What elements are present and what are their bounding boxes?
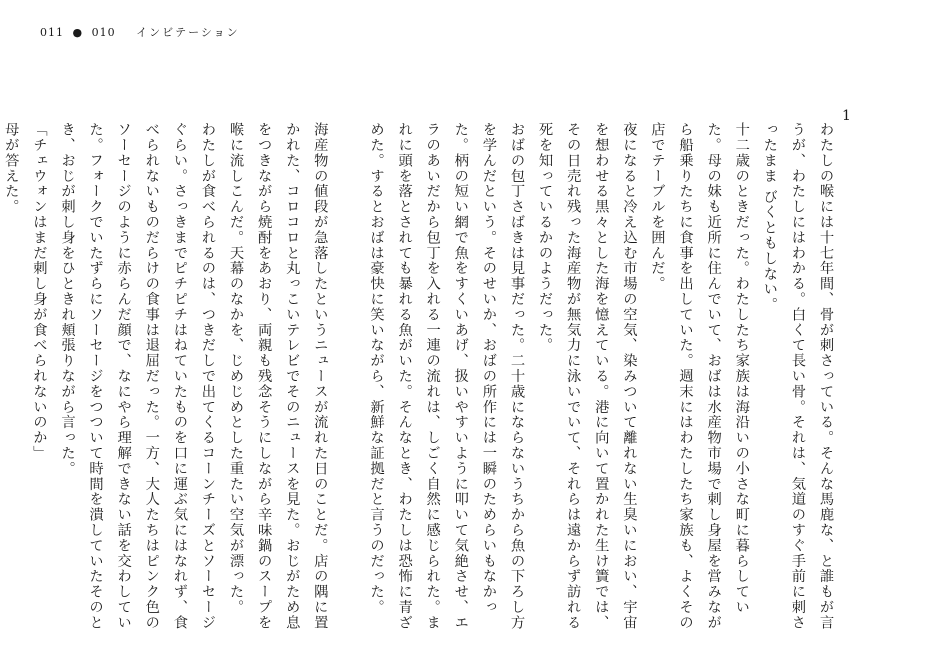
paragraph-4: おばの包丁さばきは見事だった。二十歳にならないうちから魚の下ろし方を学んだという。そのせいか、おばの所作には一瞬のためらいもなかった。柄の短い網で魚をすくいあげ、扱いやすいように叩いて気絶させ、エラのあいだから包丁を入れる一連の流れは、しごく自然に感じられた。まれに頭を落とされても暴れる魚がいた。そんなとき、わたしは恐怖に青ざめた。するとおばは豪快に笑いながら、新鮮な証拠だと言うのだった。 xyxy=(368,122,525,631)
page-number-right: 010 xyxy=(91,26,116,39)
paragraph-5: 海産物の値段が急落したというニュースが流れた日のことだ。店の隅に置かれた、コロコロと丸っこいテレビでそのニュースを見た。おじがため息をつきながら焼酎をあおり、両親も残念そうにしながら辛味鍋のスープを喉に流しこんだ。天幕のなかを、じめじめとした重たい空気が漂った。 xyxy=(228,122,329,631)
page-number-left: 011 xyxy=(40,26,64,39)
paragraph-2: 十二歳のときだった。わたしたち家族は海沿いの小さな町に暮らしていた。母の妹も近所に住んでいて、おばは水産物市場で刺し身屋を営みながら船乗りたちに食事を出していた。週末にはわたしたち家族も、よくその店でテーブルを囲んだ。 xyxy=(649,122,750,631)
running-header xyxy=(40,24,240,40)
chapter-number: 1 xyxy=(842,108,851,124)
vertical-body-text xyxy=(3,122,840,632)
paragraph-7: 「チェウォンはまだ刺し身が食べられないのか」 xyxy=(31,122,48,461)
paragraph-1: わたしの喉には十七年間、骨が刺さっている。そんな馬鹿な、と誰もが言うが、わたしにはわかる。白くて長い骨。それは、気道のすぐ手前に刺さったまま びくともしない。 xyxy=(761,122,834,631)
paragraph-8: 母が答えた。 xyxy=(3,122,20,215)
book-title: インビテーション xyxy=(136,26,240,39)
page-separator: ● xyxy=(72,26,84,39)
paragraph-6: わたしが食べられるのは、つきだしで出てくるコーンチーズとソーセージぐらい。さっきまでピチピチはねていたものを口に運ぶ気にはなれず、食べられないものだらけの食事は退屈だった。一方、大人たちはピンク色のソーセージのように赤らんだ顔で、なにやら理解できない話を交わしていた。フォークでいたずらにソーセージをつついて時間を潰していたそのとき、おじが刺し身をひときれ頬張りながら言った。 xyxy=(59,122,216,631)
paragraph-3: 夜になると冷え込む市場の空気、染みついて離れない生臭いにおい、宇宙を想わせる黒々とした海を憶えている。港に向いて置かれた生け簀では、その日売れ残った海産物が無気力に泳いでいて、それらは遠からず訪れる死を知っているかのようだった。 xyxy=(537,122,638,631)
